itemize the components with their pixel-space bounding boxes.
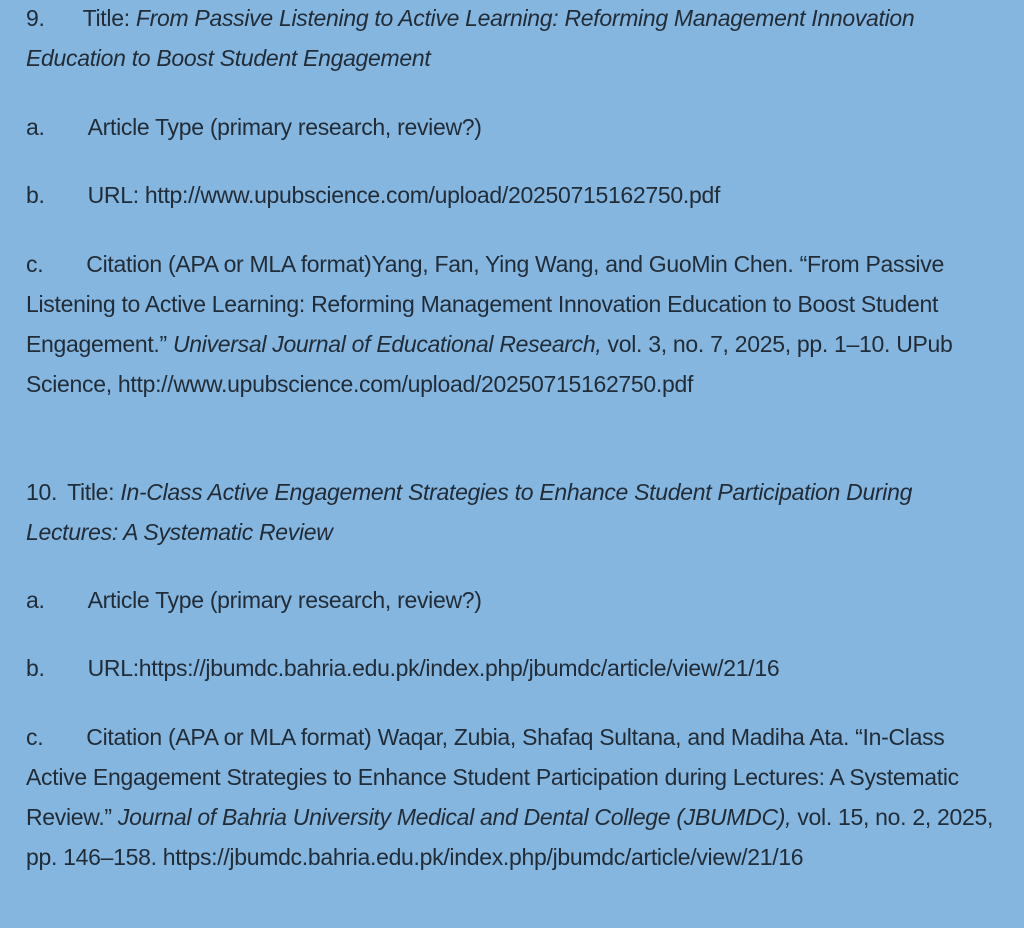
article-title: In-Class Active Engagement Strategies to Enhance Student Participation During Lectures: A Systematic Review bbox=[26, 479, 913, 545]
url-text[interactable]: URL: http://www.upubscience.com/upload/20250715162750.pdf bbox=[87, 182, 721, 208]
item-marker: c. bbox=[26, 251, 44, 277]
citation-label: Citation (APA or MLA format) bbox=[86, 724, 372, 750]
entry-9-url bbox=[26, 175, 1001, 215]
entry-number: 9. bbox=[26, 5, 45, 31]
article-title: From Passive Listening to Active Learning: Reforming Management Innovation Education to Boost Student Engagement bbox=[26, 5, 915, 71]
citation-lead: Waqar, Zubia, Shafaq Sultana, and Madiha Ata. “In-Class Active Engagement Strategies to Enhance Student Participation during Lectures: A Systematic Review.” bbox=[26, 724, 959, 830]
journal-name: Journal of Bahria University Medical and Dental College (JBUMDC), bbox=[117, 804, 792, 830]
article-type-text: Article Type (primary research, review?) bbox=[87, 587, 482, 613]
citation-tail: vol. 3, no. 7, 2025, pp. 1–10. UPub Science, http://www.upubscience.com/upload/20250715162750.pdf bbox=[26, 331, 953, 397]
item-marker: a. bbox=[26, 587, 45, 613]
item-marker: b. bbox=[26, 655, 45, 681]
item-marker: a. bbox=[26, 114, 45, 140]
entry-10-article-type bbox=[26, 580, 1001, 620]
article-type-text: Article Type (primary research, review?) bbox=[87, 114, 482, 140]
journal-name: Universal Journal of Educational Research, bbox=[172, 331, 602, 357]
url-text[interactable]: URL:https://jbumdc.bahria.edu.pk/index.php/jbumdc/article/view/21/16 bbox=[87, 655, 780, 681]
entry-9-citation bbox=[26, 244, 1001, 404]
citation-lead: Yang, Fan, Ying Wang, and GuoMin Chen. “From Passive Listening to Active Learning: Reforming Management Innovation Education to Boost Student Engagement.” bbox=[26, 251, 944, 357]
entry-10-url bbox=[26, 648, 1001, 688]
citation-label: Citation (APA or MLA format) bbox=[86, 251, 372, 277]
entry-9-article-type bbox=[26, 107, 1001, 147]
citation-tail: vol. 15, no. 2, 2025, pp. 146–158. https://jbumdc.bahria.edu.pk/index.php/jbumdc/article/view/21/16 bbox=[26, 804, 994, 870]
item-marker: b. bbox=[26, 182, 45, 208]
title-label: Title: bbox=[82, 5, 130, 31]
entry-10-title bbox=[26, 472, 1001, 552]
entry-number: 10. bbox=[26, 479, 58, 505]
item-marker: c. bbox=[26, 724, 44, 750]
entry-9-title bbox=[26, 0, 1001, 78]
title-label: Title: bbox=[67, 479, 115, 505]
entry-10-citation bbox=[26, 717, 1001, 877]
